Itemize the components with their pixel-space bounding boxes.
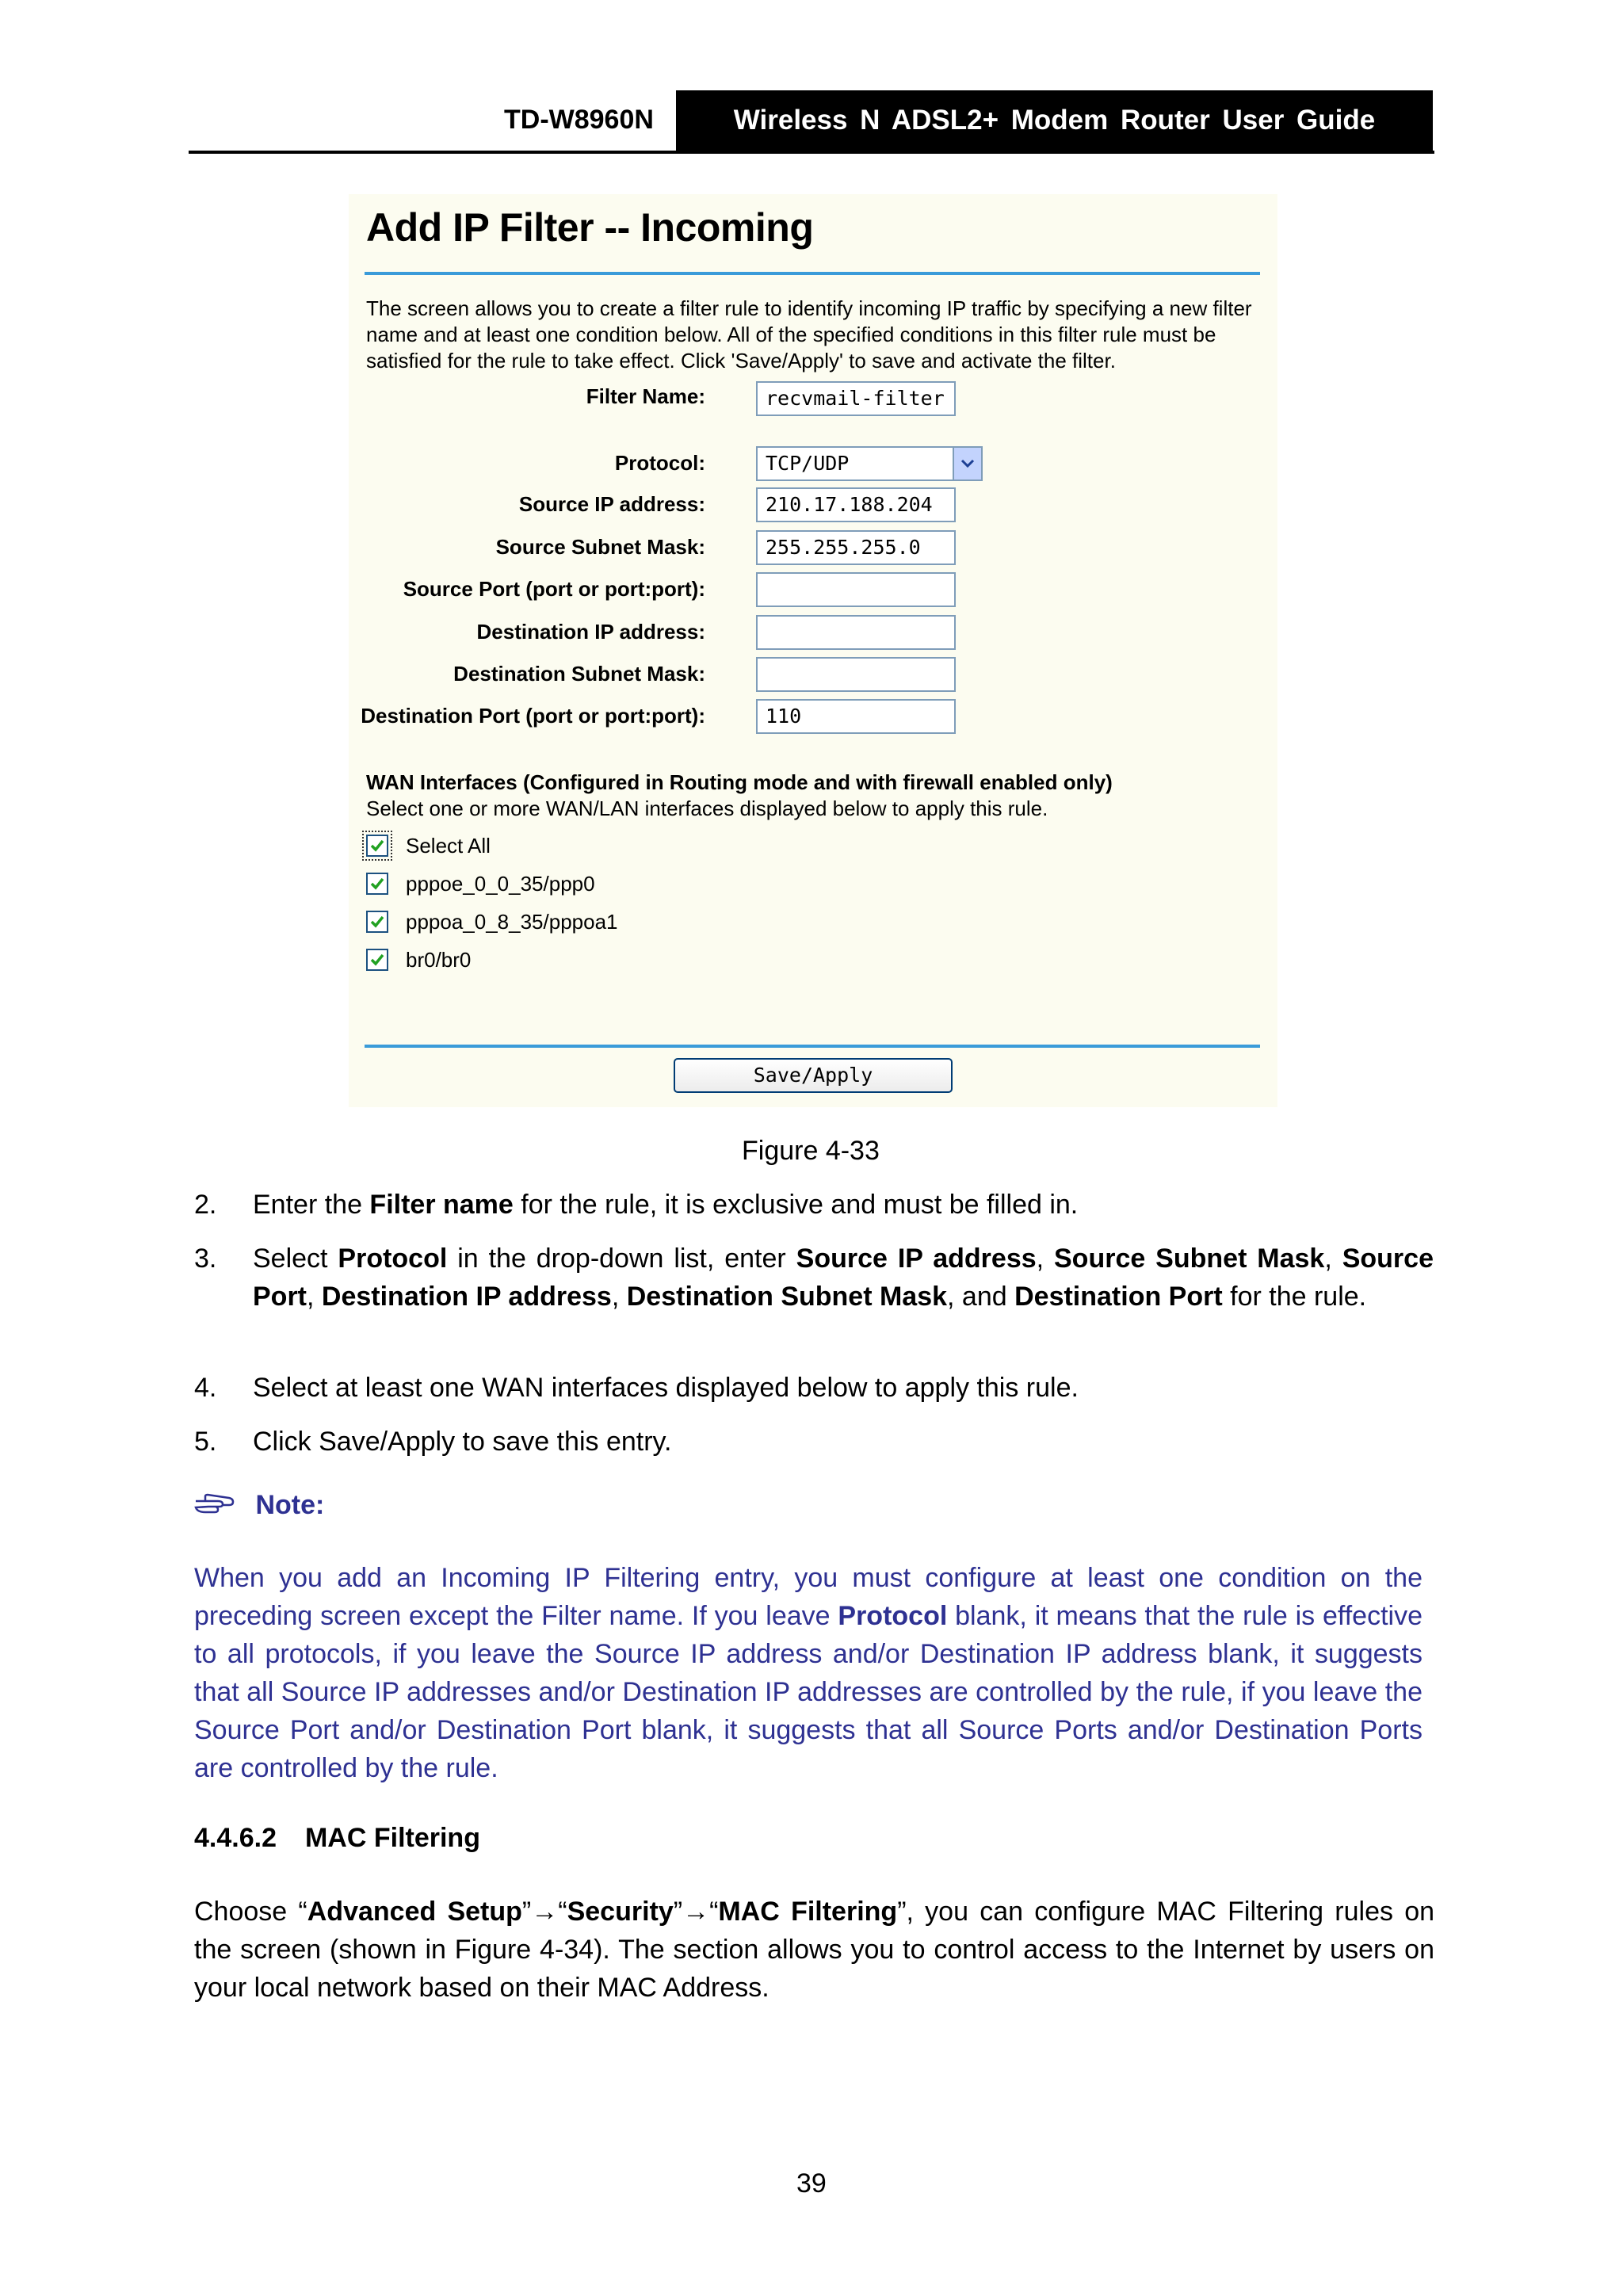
- source-mask-label: Source Subnet Mask:: [495, 535, 705, 559]
- source-ip-input[interactable]: 210.17.188.204: [756, 487, 956, 522]
- step-number: 3.: [194, 1244, 217, 1274]
- filter-name-label: Filter Name:: [586, 384, 705, 408]
- dest-ip-label: Destination IP address:: [476, 620, 705, 644]
- interface-row[interactable]: [366, 944, 471, 976]
- chevron-down-icon[interactable]: [953, 448, 981, 479]
- interface-label: br0/br0: [406, 947, 472, 972]
- interface-row[interactable]: [366, 868, 595, 900]
- step-text: Click Save/Apply to save this entry.: [253, 1427, 672, 1457]
- dest-port-input[interactable]: 110: [756, 699, 956, 734]
- note-title: Note:: [255, 1490, 325, 1520]
- screen-title: Add IP Filter -- Incoming: [366, 205, 814, 250]
- screen-description: The screen allows you to create a filter rule to identify incoming IP traffic by specifying a new filter name and at least one condition below. All of the specified conditions in this filter rule must be satisfied for the rule to take effect. Click 'Save/Apply' to save and activate the filter.: [366, 296, 1252, 372]
- header-rule: [189, 151, 1434, 154]
- arrow-icon: →: [682, 1897, 710, 1927]
- note-body: When you add an Incoming IP Filtering entry, you must configure at least one condition on the preceding screen except the Filter name. If you leave Protocol blank, it means that the rule is effective to all protocols, if you leave the Source IP address and/or Destination IP address blank, it suggests that all Source IP addresses and/or Destination IP addresses are controlled by the rule, if you leave the Source Port and/or Destination Port blank, it suggests that all Source Ports and/or Destination Ports are controlled by the rule.: [194, 1563, 1423, 1783]
- protocol-value: TCP/UDP: [766, 452, 850, 475]
- dest-port-label: Destination Port (port or port:port):: [361, 704, 705, 728]
- bottom-divider: [365, 1045, 1260, 1048]
- save-apply-button[interactable]: Save/Apply: [674, 1058, 953, 1093]
- select-all-row[interactable]: [366, 830, 491, 861]
- ip-filter-screenshot: [349, 194, 1277, 1107]
- body-paragraph: Choose “Advanced Setup”→“Security”→“MAC Filtering”, you can configure MAC Filtering rules on the screen (shown in Figure 4-34). The section allows you to control access to the Internet by users on your local network based on their MAC Address.: [194, 1897, 1435, 2003]
- step-text: Enter the Filter name for the rule, it is exclusive and must be filled in.: [253, 1190, 1079, 1220]
- figure-caption: Figure 4-33: [742, 1136, 880, 1166]
- checkbox-checked-icon[interactable]: [366, 873, 388, 895]
- source-ip-label: Source IP address:: [518, 492, 705, 516]
- source-mask-input[interactable]: 255.255.255.0: [756, 530, 956, 565]
- page-number: 39: [796, 2168, 827, 2199]
- section-title: MAC Filtering: [304, 1823, 480, 1853]
- step-text: Select at least one WAN interfaces displayed below to apply this rule.: [253, 1373, 1079, 1403]
- checkbox-checked-icon[interactable]: [366, 949, 388, 971]
- protocol-select[interactable]: [756, 446, 983, 481]
- step-number: 5.: [194, 1427, 217, 1457]
- interface-row[interactable]: [366, 906, 618, 938]
- section-heading: [194, 1823, 509, 1854]
- step-number: 2.: [194, 1190, 217, 1220]
- dest-mask-input[interactable]: [756, 657, 956, 692]
- checkbox-checked-icon[interactable]: [366, 911, 388, 933]
- source-port-label: Source Port (port or port:port):: [403, 577, 705, 601]
- note-heading: [194, 1490, 324, 1521]
- pointing-hand-icon: [194, 1493, 235, 1517]
- step-number: 4.: [194, 1373, 217, 1403]
- interface-label: pppoa_0_8_35/pppoa1: [406, 909, 618, 934]
- select-all-label: Select All: [406, 833, 491, 858]
- checkbox-checked-icon[interactable]: [366, 835, 388, 857]
- dest-mask-label: Destination Subnet Mask:: [453, 662, 705, 686]
- header-guide-title: Wireless N ADSL2+ Modem Router User Guide: [676, 90, 1433, 151]
- section-number: 4.4.6.2: [194, 1823, 277, 1853]
- interface-label: pppoe_0_0_35/ppp0: [406, 871, 595, 896]
- dest-ip-input[interactable]: [756, 615, 956, 650]
- arrow-icon: →: [531, 1897, 559, 1927]
- title-divider: [365, 272, 1260, 275]
- wan-interfaces-title: WAN Interfaces (Configured in Routing mode and with firewall enabled only): [366, 770, 1113, 794]
- filter-name-input[interactable]: recvmail-filter: [756, 381, 956, 416]
- protocol-label: Protocol:: [614, 451, 705, 475]
- source-port-input[interactable]: [756, 572, 956, 607]
- header-model: TD-W8960N: [504, 105, 654, 135]
- step-text: Select Protocol in the drop-down list, enter Source IP address, Source Subnet Mask, Source Port, Destination IP address, Destination Subnet Mask, and Destination Port for the rule.: [253, 1244, 1434, 1312]
- wan-interfaces-desc: Select one or more WAN/LAN interfaces displayed below to apply this rule.: [366, 797, 1048, 820]
